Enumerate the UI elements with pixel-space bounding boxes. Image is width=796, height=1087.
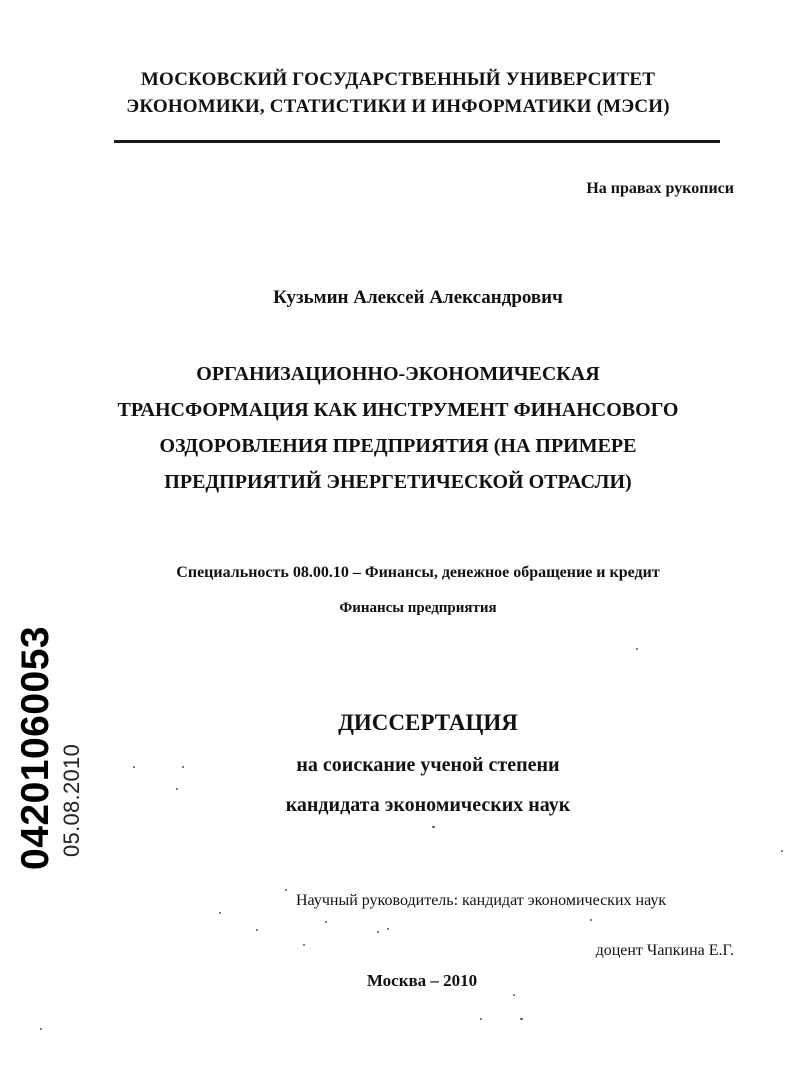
scan-speck bbox=[325, 921, 327, 923]
stamp-number: 04201060053 bbox=[14, 625, 57, 870]
scan-speck bbox=[40, 1028, 42, 1030]
scan-speck bbox=[480, 1018, 482, 1020]
scan-speck bbox=[285, 889, 287, 891]
title-line: ОРГАНИЗАЦИОННО-ЭКОНОМИЧЕСКАЯ bbox=[196, 363, 600, 385]
degree-line-1: на соискание ученой степени bbox=[296, 754, 560, 776]
manuscript-note: На правах рукописи bbox=[586, 180, 734, 197]
stamp-date: 05.08.2010 bbox=[59, 743, 84, 857]
scan-speck bbox=[303, 944, 305, 946]
title-line: ТРАНСФОРМАЦИЯ КАК ИНСТРУМЕНТ ФИНАНСОВОГО bbox=[117, 399, 679, 421]
title-line: ОЗДОРОВЛЕНИЯ ПРЕДПРИЯТИЯ (НА ПРИМЕРЕ bbox=[159, 435, 637, 457]
dissertation-title bbox=[0, 356, 796, 500]
city-year: Москва – 2010 bbox=[366, 971, 478, 990]
specialty: Специальность 08.00.10 – Финансы, денежное обращение и кредит bbox=[176, 564, 660, 581]
scan-speck bbox=[256, 929, 258, 931]
scan-speck bbox=[133, 766, 135, 768]
scan-speck bbox=[513, 994, 515, 996]
dissertation-heading: ДИССЕРТАЦИЯ bbox=[338, 710, 518, 735]
scan-speck bbox=[387, 928, 389, 930]
scan-speck bbox=[520, 1018, 523, 1020]
scan-speck bbox=[781, 850, 783, 852]
university-name-line-2: ЭКОНОМИКИ, СТАТИСТИКИ И ИНФОРМАТИКИ (МЭСИ) bbox=[126, 96, 670, 117]
scan-speck bbox=[432, 826, 435, 828]
supervisor-line-2: доцент Чапкина Е.Г. bbox=[595, 942, 734, 959]
supervisor-line-1: Научный руководитель: кандидат экономических наук bbox=[296, 892, 667, 909]
scan-speck bbox=[219, 912, 221, 914]
title-line: ПРЕДПРИЯТИЙ ЭНЕРГЕТИЧЕСКОЙ ОТРАСЛИ) bbox=[164, 471, 632, 493]
scan-speck bbox=[377, 931, 379, 933]
scan-speck bbox=[176, 788, 178, 790]
university-name-line-1: МОСКОВСКИЙ ГОСУДАРСТВЕННЫЙ УНИВЕРСИТЕТ bbox=[140, 69, 656, 90]
subspecialty: Финансы предприятия bbox=[339, 600, 497, 616]
library-stamp bbox=[14, 625, 106, 870]
scan-speck bbox=[590, 919, 592, 921]
author-name: Кузьмин Алексей Александрович bbox=[273, 287, 563, 308]
scan-speck bbox=[182, 766, 184, 768]
scan-speck bbox=[636, 648, 638, 650]
degree-line-2: кандидата экономических наук bbox=[285, 794, 571, 816]
header-divider bbox=[114, 140, 720, 143]
